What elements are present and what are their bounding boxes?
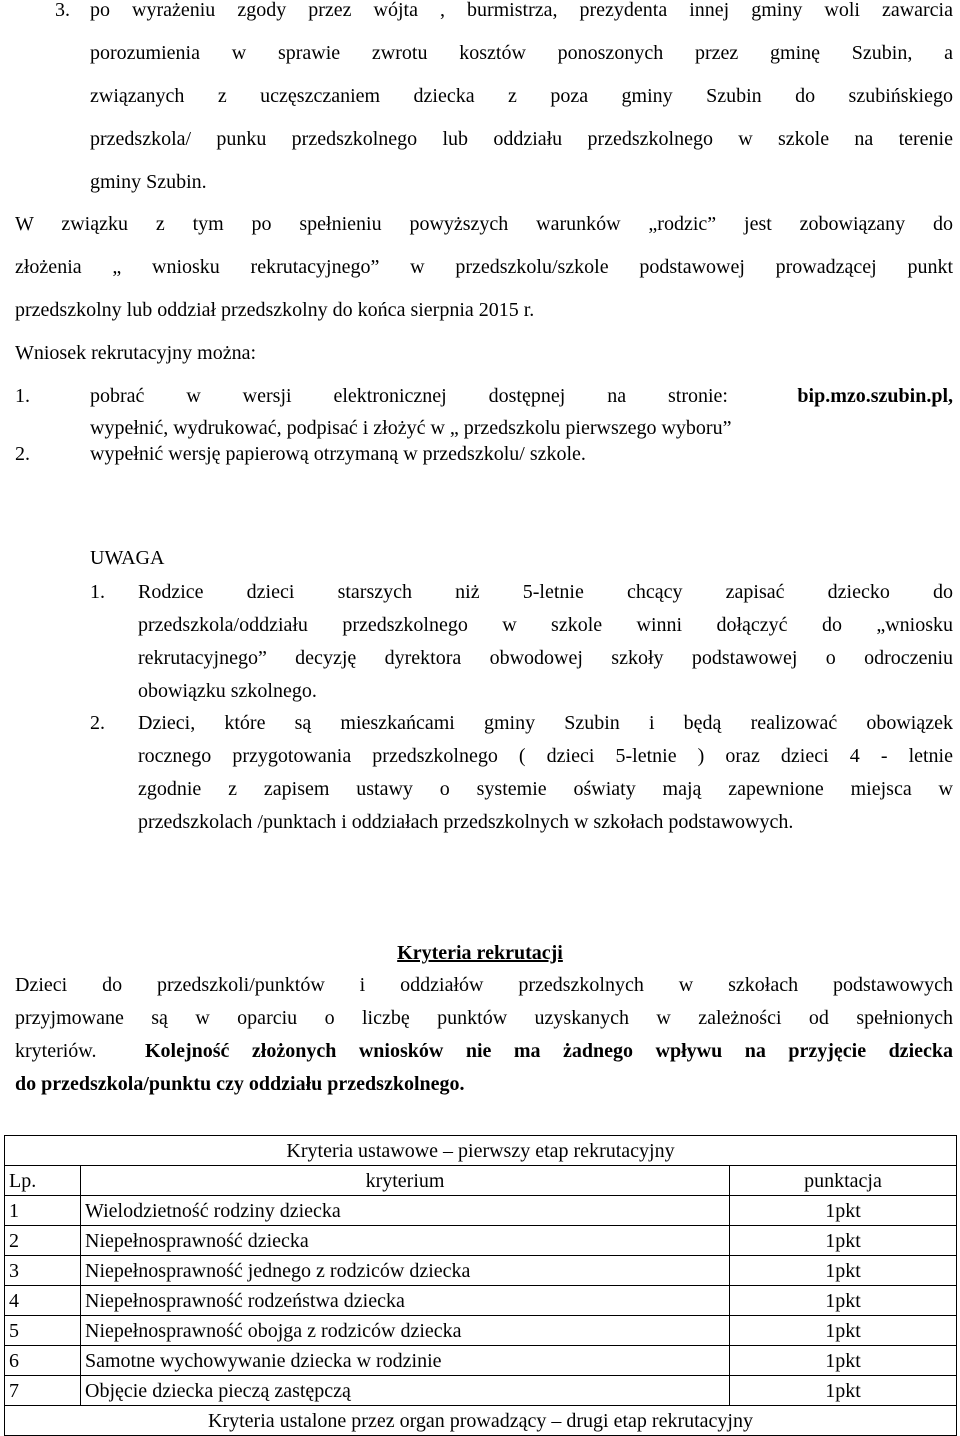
- uwaga-item-1: [138, 576, 953, 708]
- row-lp: 2: [5, 1226, 81, 1256]
- wniosek-item-2: wypełnić wersję papierową otrzymaną w przedszkolu/ szkole.: [90, 443, 586, 465]
- text-line: złożenia „ wniosku rekrutacyjnego” w przedszkolu/szkole podstawowej prowadzącej punkt: [15, 256, 953, 278]
- wniosek-item-1: pobrać w wersji elektronicznej dostępnej na stronie: bip.mzo.szubin.pl, wypełnić, wydrukować, podpisać i złożyć w „ przedszkolu pierwszego wyboru”: [90, 380, 953, 445]
- table-footer-row: [5, 1406, 957, 1436]
- row-punktacja: 1pkt: [730, 1286, 957, 1316]
- row-kryterium: Objęcie dziecka pieczą zastępczą: [81, 1376, 730, 1406]
- table-row: [5, 1196, 957, 1226]
- text-line: zgodnie z zapisem ustawy o systemie oświaty mają zapewnione miejsca w: [138, 778, 953, 800]
- row-punktacja: 1pkt: [730, 1256, 957, 1286]
- item3-text: [90, 0, 953, 199]
- wniosek-label: Wniosek rekrutacyjny można:: [15, 342, 257, 364]
- text-line: rekrutacyjnego” decyzję dyrektora obwodowej szkoły podstawowej o odroczeniu: [138, 647, 953, 669]
- row-lp: 6: [5, 1346, 81, 1376]
- text-line: porozumienia w sprawie zwrotu kosztów ponoszonych przez gminę Szubin, a: [90, 42, 953, 64]
- text-line: związanych z uczęszczaniem dziecka z poza gminy Szubin do szubińskiego: [90, 85, 953, 107]
- kryteria-paragraph: [15, 969, 953, 1101]
- text-line: po wyrażeniu zgody przez wójta , burmistrza, prezydenta innej gminy woli zawarcia: [90, 0, 953, 21]
- text-line: Dzieci do przedszkoli/punktów i oddziałów przedszkolnych w szkołach podstawowych: [15, 974, 953, 996]
- kryteria-line3-plain: kryteriów.: [15, 1040, 97, 1062]
- table-title-row: [5, 1136, 957, 1166]
- text-line: przedszkola/oddziału przedszkolnego w szkole winni dołączyć do „wniosku: [138, 614, 953, 636]
- header-punktacja: punktacja: [730, 1166, 957, 1196]
- uwaga-item-1-number: 1.: [90, 581, 105, 603]
- kryteria-line3-bold: Kolejność złożonych wniosków nie ma żadnego wpływu na przyjęcie dziecka: [145, 1040, 953, 1062]
- paragraph-conditions: [15, 208, 953, 327]
- header-kryterium: kryterium: [81, 1166, 730, 1196]
- table-row: [5, 1376, 957, 1406]
- text-line: Dzieci, które są mieszkańcami gminy Szubin i będą realizować obowiązek: [138, 712, 953, 734]
- text-line: rocznego przygotowania przedszkolnego ( dzieci 5-letnie ) oraz dzieci 4 - letnie: [138, 745, 953, 767]
- text-line: przedszkolach /punktach i oddziałach przedszkolnych w szkołach podstawowych.: [138, 811, 794, 833]
- uwaga-heading: UWAGA: [90, 547, 165, 569]
- uwaga-item-2-number: 2.: [90, 712, 105, 734]
- text-line: przedszkolny lub oddział przedszkolny do końca sierpnia 2015 r.: [15, 299, 535, 321]
- table-row: [5, 1226, 957, 1256]
- item3-number: 3.: [55, 0, 70, 21]
- row-lp: 1: [5, 1196, 81, 1226]
- table-row: [5, 1286, 957, 1316]
- text-line: W związku z tym po spełnieniu powyższych warunków „rodzic” jest zobowiązany do: [15, 213, 953, 235]
- table-footer: Kryteria ustalone przez organ prowadzący – drugi etap rekrutacyjny: [5, 1406, 957, 1436]
- bip-link[interactable]: bip.mzo.szubin.pl: [797, 385, 948, 407]
- text-line: przedszkola/ punku przedszkolnego lub oddziału przedszkolnego w szkole na terenie: [90, 128, 953, 150]
- row-kryterium: Niepełnosprawność jednego z rodziców dziecka: [81, 1256, 730, 1286]
- text-line: gminy Szubin.: [90, 171, 207, 193]
- row-lp: 4: [5, 1286, 81, 1316]
- text-line: przyjmowane są w oparciu o liczbę punktów uzyskanych w zależności od spełnionych: [15, 1007, 953, 1029]
- row-kryterium: Niepełnosprawność dziecka: [81, 1226, 730, 1256]
- row-lp: 7: [5, 1376, 81, 1406]
- table-row: [5, 1316, 957, 1346]
- wniosek-item-1-text: pobrać w wersji elektronicznej dostępnej na stronie:: [90, 385, 728, 407]
- table-row: [5, 1346, 957, 1376]
- row-punktacja: 1pkt: [730, 1226, 957, 1256]
- wniosek-item-1-number: 1.: [15, 385, 30, 407]
- table-title: Kryteria ustawowe – pierwszy etap rekrutacyjny: [5, 1136, 957, 1166]
- table-header-row: [5, 1166, 957, 1196]
- header-lp: Lp.: [5, 1166, 81, 1196]
- table-row: [5, 1256, 957, 1286]
- row-kryterium: Niepełnosprawność rodzeństwa dziecka: [81, 1286, 730, 1316]
- uwaga-item-2: [138, 707, 953, 839]
- row-lp: 5: [5, 1316, 81, 1346]
- row-kryterium: Niepełnosprawność obojga z rodziców dziecka: [81, 1316, 730, 1346]
- row-punktacja: 1pkt: [730, 1346, 957, 1376]
- kryteria-line4-bold: do przedszkola/punktu czy oddziału przedszkolnego.: [15, 1073, 465, 1095]
- row-punktacja: 1pkt: [730, 1376, 957, 1406]
- kryteria-heading: Kryteria rekrutacji: [397, 942, 563, 964]
- row-lp: 3: [5, 1256, 81, 1286]
- text-line: obowiązku szkolnego.: [138, 680, 317, 702]
- row-punktacja: 1pkt: [730, 1316, 957, 1346]
- row-kryterium: Wielodzietność rodziny dziecka: [81, 1196, 730, 1226]
- row-kryterium: Samotne wychowywanie dziecka w rodzinie: [81, 1346, 730, 1376]
- text-line: Rodzice dzieci starszych niż 5-letnie chcący zapisać dziecko do: [138, 581, 953, 603]
- row-punktacja: 1pkt: [730, 1196, 957, 1226]
- criteria-table: [4, 1135, 957, 1436]
- wniosek-item-2-number: 2.: [15, 443, 30, 465]
- wniosek-item-1-line2: wypełnić, wydrukować, podpisać i złożyć w „ przedszkolu pierwszego wyboru”: [90, 417, 732, 439]
